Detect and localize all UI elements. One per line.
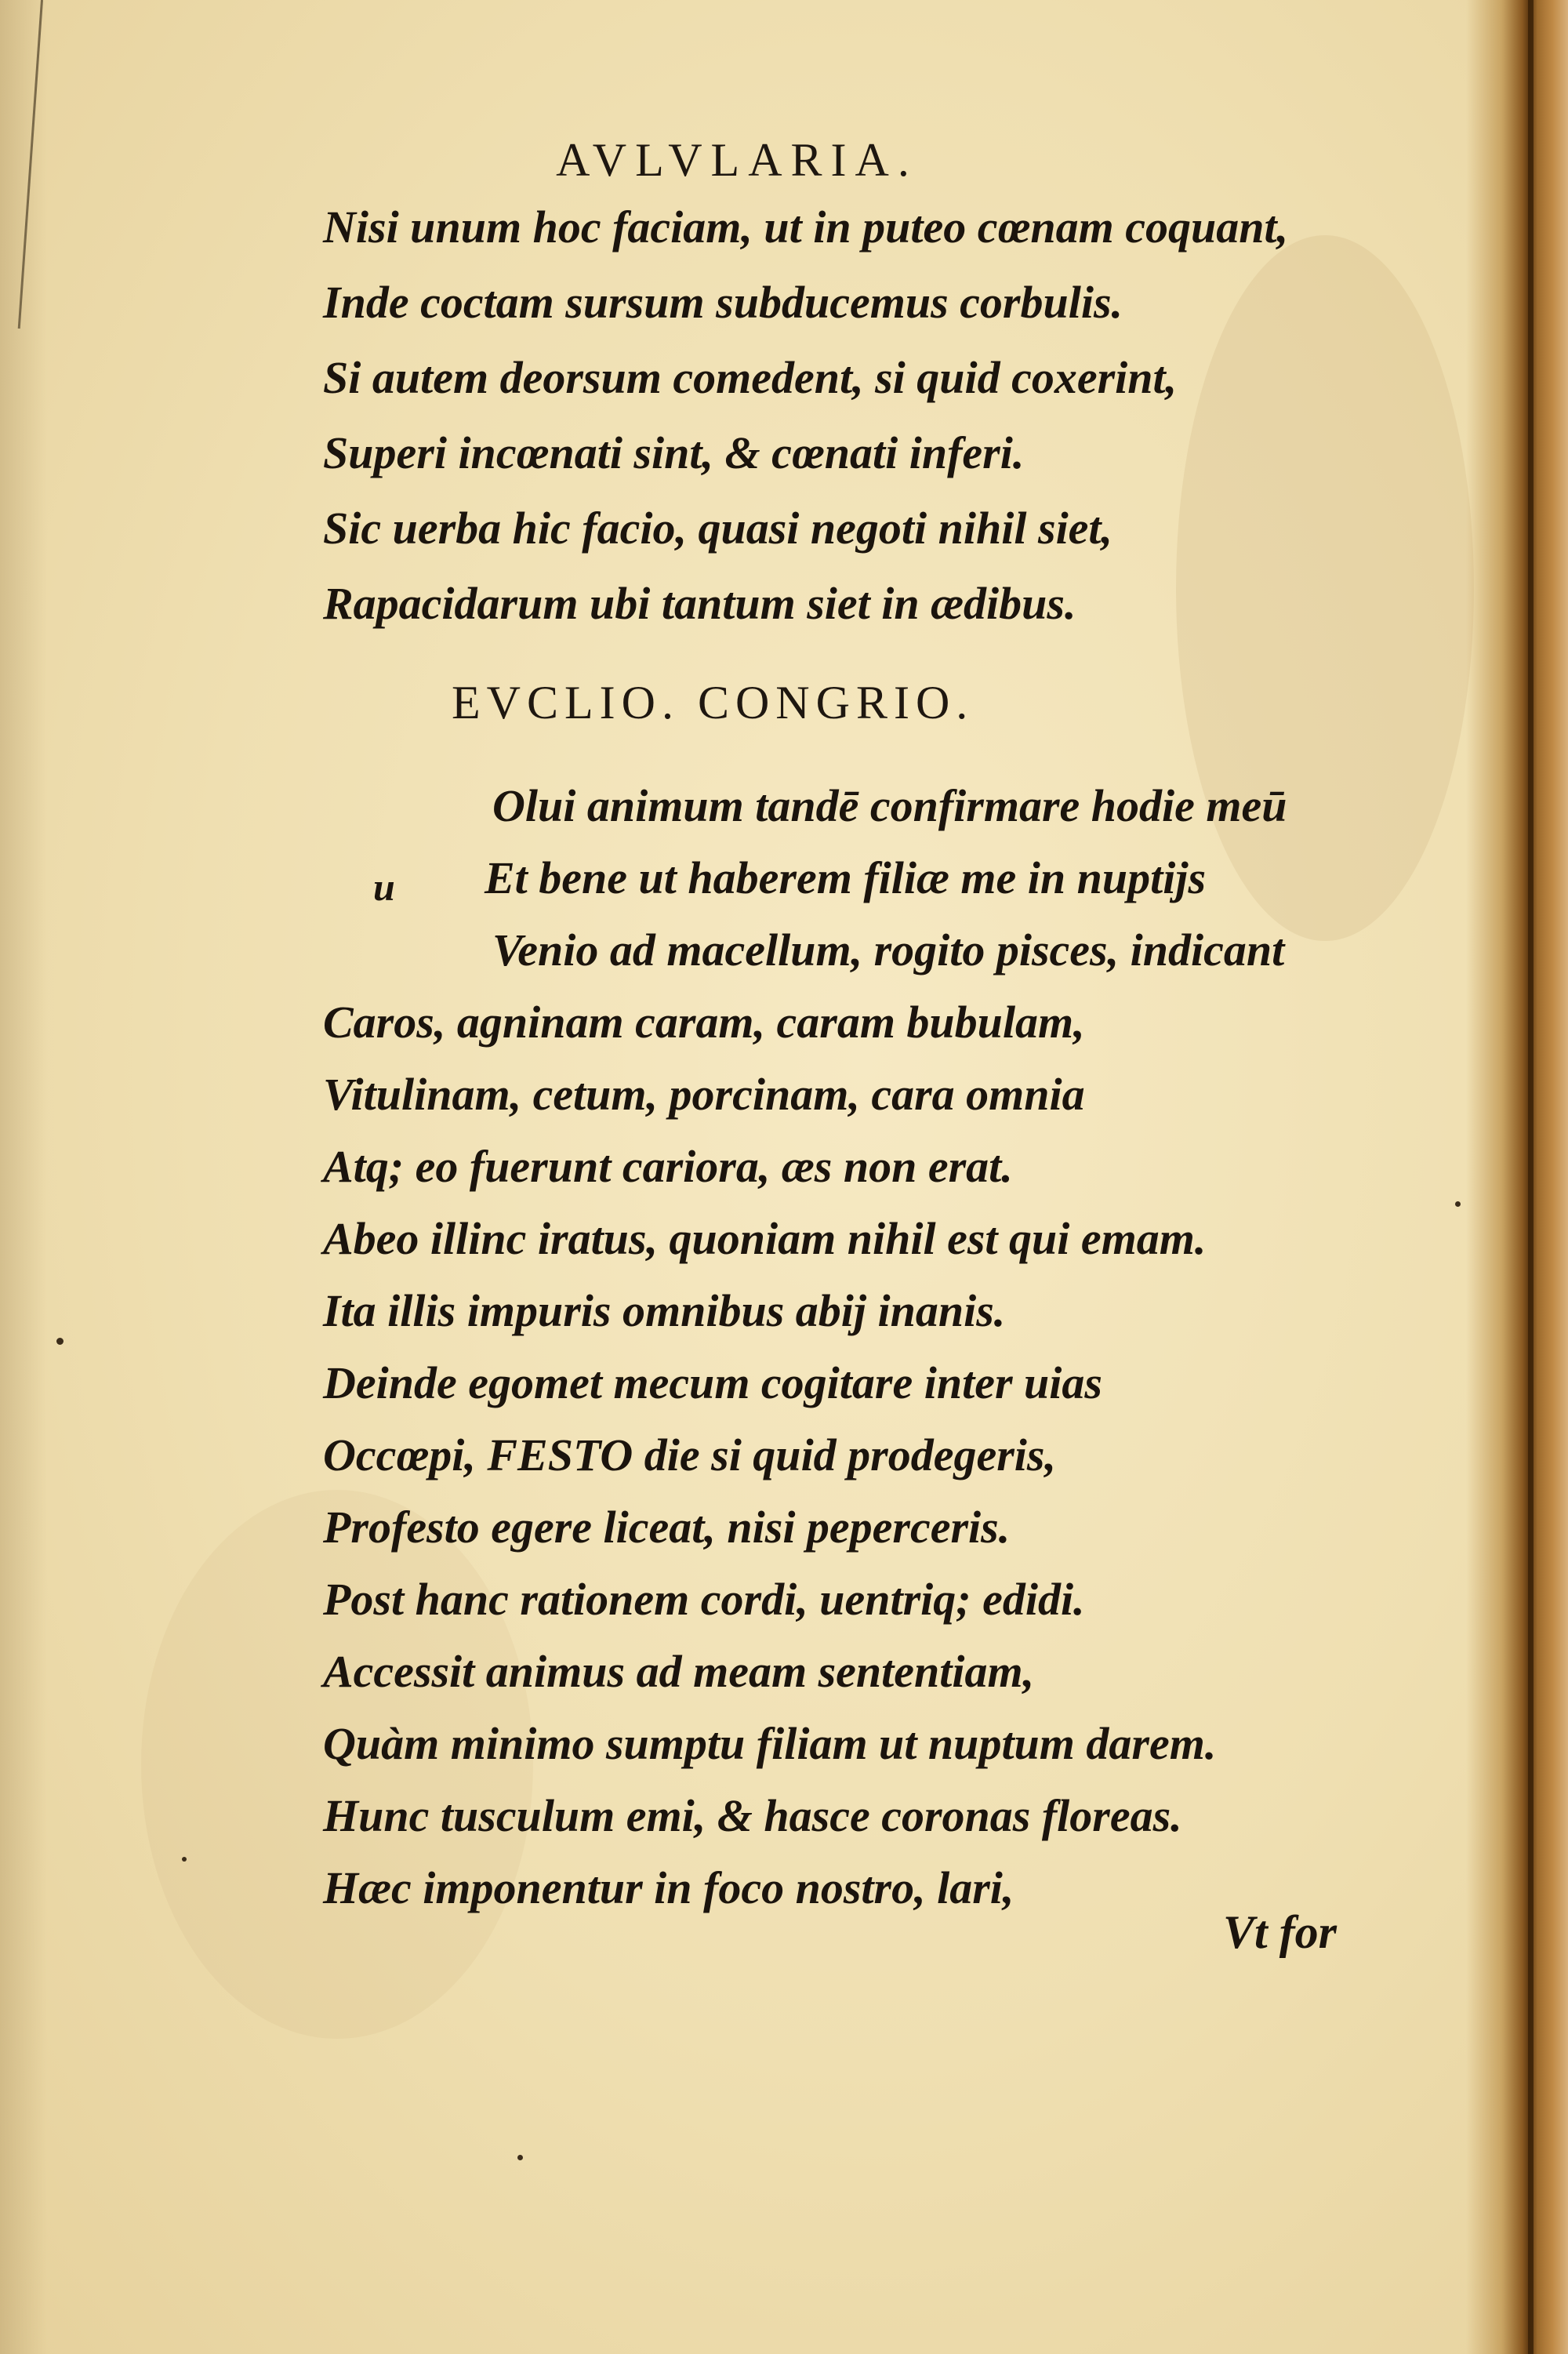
speaker-heading: EVCLIO. CONGRIO. [452,677,975,728]
verse-line: Hunc tusculum emi, & hasce coronas floreas. [323,1790,1182,1841]
verse-line: Deinde egomet mecum cogitare inter uias [323,1357,1102,1408]
verse-line: Si autem deorsum comedent, si quid coxerint, [323,352,1178,403]
verse-line: Olui animum tandē confirmare hodie meū [492,780,1287,831]
verse-line: Abeo illinc iratus, quoniam nihil est qui emam. [323,1213,1207,1264]
spine-shadow-line [1528,0,1534,2354]
book-spine [1466,0,1568,2354]
verse-line: Vitulinam, cetum, porcinam, cara omnia [323,1069,1085,1120]
running-head [0,133,1568,187]
verse-line: Profesto egere liceat, nisi peperceris. [323,1502,1011,1553]
verse-line: Rapacidarum ubi tantum siet in ædibus. [323,578,1076,629]
ink-speck [56,1338,64,1345]
verse-line: Inde coctam sursum subducemus corbulis. [323,277,1123,328]
verse-line: Hæc imponentur in foco nostro, lari, [323,1862,1014,1913]
verse-line: Superi incœnati sint, & cœnati inferi. [323,427,1025,478]
verse-line: Accessit animus ad meam sententiam, [323,1646,1035,1697]
verse-line: Sic uerba hic facio, quasi negoti nihil siet, [323,503,1113,554]
ink-speck [517,2155,523,2160]
verse-line: Quàm minimo sumptu filiam ut nuptum darem. [323,1718,1217,1769]
verse-line: Et bene ut haberem filiæ me in nuptijs [485,852,1207,903]
verse-line: Occœpi, FESTO die si quid prodegeris, [323,1429,1056,1480]
verse-line: Post hanc rationem cordi, uentriq; edidi. [323,1574,1085,1625]
verse-line: Atq; eo fuerunt cariora, æs non erat. [323,1141,1013,1192]
verse-line: Nisi unum hoc faciam, ut in puteo cœnam coquant, [323,202,1289,252]
catchword: Vt for [1223,1906,1338,1958]
running-head-text: AVLVLARIA. [556,134,918,186]
signature-mark: u [373,865,395,909]
paper-stain [1176,235,1474,941]
left-page-edge [0,0,47,2354]
ink-speck [1455,1201,1461,1207]
verse-line: Caros, agninam caram, caram bubulam, [323,997,1085,1048]
ink-speck [182,1857,187,1862]
verse-line: Venio ad macellum, rogito pisces, indicant [492,925,1285,975]
verse-line: Ita illis impuris omnibus abij inanis. [323,1285,1006,1336]
